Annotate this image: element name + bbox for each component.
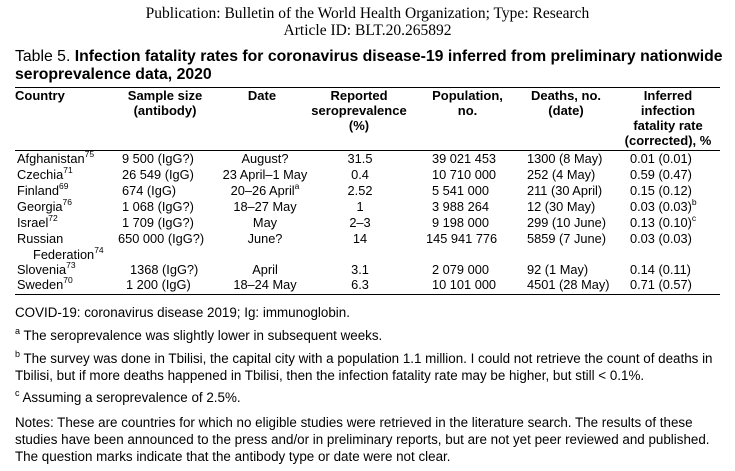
table-row — [0, 151, 735, 167]
cell-date: 20–26 April$^a$ — [230, 181, 300, 198]
header-infection-fatality-rate: Inferred infection fatality rate (corrected), % — [624, 88, 712, 148]
cell-reported: 1 — [356, 199, 364, 214]
cell-population: 145 941 776 — [426, 231, 498, 246]
cell-population: 5 541 000 — [432, 183, 489, 198]
cell-reported: 0.4 — [351, 167, 369, 182]
cell-country: Slovenia$^{73}$ — [17, 260, 76, 277]
cell-reported: 3.1 — [351, 262, 369, 277]
cell-population: 39 021 453 — [432, 151, 497, 166]
cell-sample-size: 674 (IgG) — [122, 183, 177, 198]
cell-deaths: 252 (4 May) — [527, 167, 596, 182]
header-date: Date — [247, 88, 277, 103]
cell-date: May — [252, 215, 278, 230]
cell-deaths: 1300 (8 May) — [527, 151, 603, 166]
cell-ifr: 0.03 (0.03) — [630, 231, 692, 246]
table-row — [0, 277, 735, 293]
table-label: Table 5. — [15, 48, 71, 65]
cell-ifr: 0.01 (0.01) — [630, 151, 692, 166]
header-reported-seroprevalence: Reported seroprevalence (%) — [311, 88, 407, 133]
footnote-a: $^a$ The seroprevalence was slightly lower in subsequent weeks. — [15, 326, 383, 343]
cell-sample-size: 26 549 (IgG) — [122, 167, 194, 182]
publication-line: Publication: Bulletin of the World Health Organization; Type: Research — [145, 5, 590, 22]
cell-country: Afghanistan$^{75}$ — [17, 149, 95, 166]
cell-deaths: 299 (10 June) — [527, 215, 606, 230]
cell-country: Czechia$^{71}$ — [17, 165, 73, 182]
cell-date: 18–24 May — [233, 277, 297, 292]
cell-deaths: 4501 (28 May) — [527, 277, 610, 292]
table-row — [0, 167, 735, 183]
header-sample-size: Sample size (antibody) — [127, 88, 203, 118]
cell-population: 10 710 000 — [432, 167, 497, 182]
cell-population: 9 198 000 — [432, 215, 489, 230]
table-row-continuation — [0, 247, 735, 263]
table-row — [0, 231, 735, 247]
cell-sample-size: 650 000 (IgG?) — [118, 231, 205, 246]
cell-deaths: 5859 (7 June) — [527, 231, 606, 246]
header-population: Population, no. — [432, 88, 503, 118]
article-id: Article ID: BLT.20.265892 — [283, 22, 452, 39]
cell-reported: 2–3 — [349, 215, 371, 230]
cell-ifr: 0.13 $(0.10)^c$ — [630, 213, 697, 230]
cell-deaths: 211 (30 April) — [527, 183, 603, 198]
cell-date: June? — [247, 231, 283, 246]
header-country: Country — [15, 88, 65, 103]
cell-ifr: 0.15 (0.12) — [630, 183, 692, 198]
table-row — [0, 262, 735, 278]
table-bottom-rule — [15, 294, 720, 295]
cell-date: 23 April–1 May — [222, 167, 308, 182]
cell-population: 10 101 000 — [432, 277, 497, 292]
cell-date: 18–27 May — [233, 199, 297, 214]
cell-deaths: 12 (30 May) — [527, 199, 596, 214]
cell-country: Israel$^{72}$ — [17, 213, 58, 230]
table-title — [15, 48, 725, 83]
cell-sample-size: 1 709 (IgG?) — [122, 215, 194, 230]
cell-country: Russian — [17, 231, 64, 246]
footnote-c: $^c$ Assuming a seroprevalence of 2.5%. — [15, 388, 241, 405]
cell-ifr: 0.59 (0.47) — [630, 167, 692, 182]
cell-reported: 31.5 — [347, 151, 373, 166]
general-notes: Notes: These are countries for which no eligible studies were retrieved in the literature search. The results of these studies have been announced to the press and/or in preliminary reports, but are not yet peer reviewed and published. The question marks indicate that the antibody type or date were not clear. — [15, 415, 710, 464]
footnote-b: $^b$ The survey was done in Tbilisi, the capital city with a population 1.1 million. I could not retrieve the count of deaths in Tbilisi, but if more deaths happened in Tbilisi, then the infection fatality rate may be higher, but still < 0.1%. — [15, 349, 713, 383]
table-row — [0, 183, 735, 199]
cell-reported: 14 — [352, 231, 368, 246]
cell-deaths: 92 (1 May) — [527, 262, 589, 277]
cell-population: 2 079 000 — [432, 262, 489, 277]
cell-population: 3 988 264 — [432, 199, 489, 214]
table-title-text: Infection fatality rates for coronavirus disease-19 inferred from preliminary nationwide seroprevalence data, 2020 — [15, 48, 723, 83]
cell-country: Finland$^{69}$ — [17, 181, 69, 198]
cell-country: Sweden$^{70}$ — [17, 275, 73, 292]
cell-sample-size: 1 200 (IgG) — [126, 277, 191, 292]
cell-reported: 2.52 — [347, 183, 373, 198]
cell-date: April — [252, 262, 278, 277]
cell-ifr: 0.71 (0.57) — [630, 277, 692, 292]
table-row — [0, 215, 735, 231]
cell-country: Georgia$^{76}$ — [17, 197, 72, 214]
cell-country-continued: Federation$^{74}$ — [33, 245, 104, 262]
cell-sample-size: 1368 (IgG?) — [130, 262, 199, 277]
abbreviation-note: COVID-19: coronavirus disease 2019; Ig: immunoglobin. — [15, 305, 350, 320]
cell-ifr: 0.14 (0.11) — [630, 262, 691, 277]
cell-date: August? — [241, 151, 289, 166]
cell-sample-size: 9 500 (IgG?) — [122, 151, 194, 166]
cell-sample-size: 1 068 (IgG?) — [122, 199, 194, 214]
cell-reported: 6.3 — [351, 277, 369, 292]
cell-ifr: 0.03 $(0.03)^b$ — [630, 197, 697, 214]
table-row — [0, 199, 735, 215]
header-deaths: Deaths, no. (date) — [530, 88, 602, 118]
